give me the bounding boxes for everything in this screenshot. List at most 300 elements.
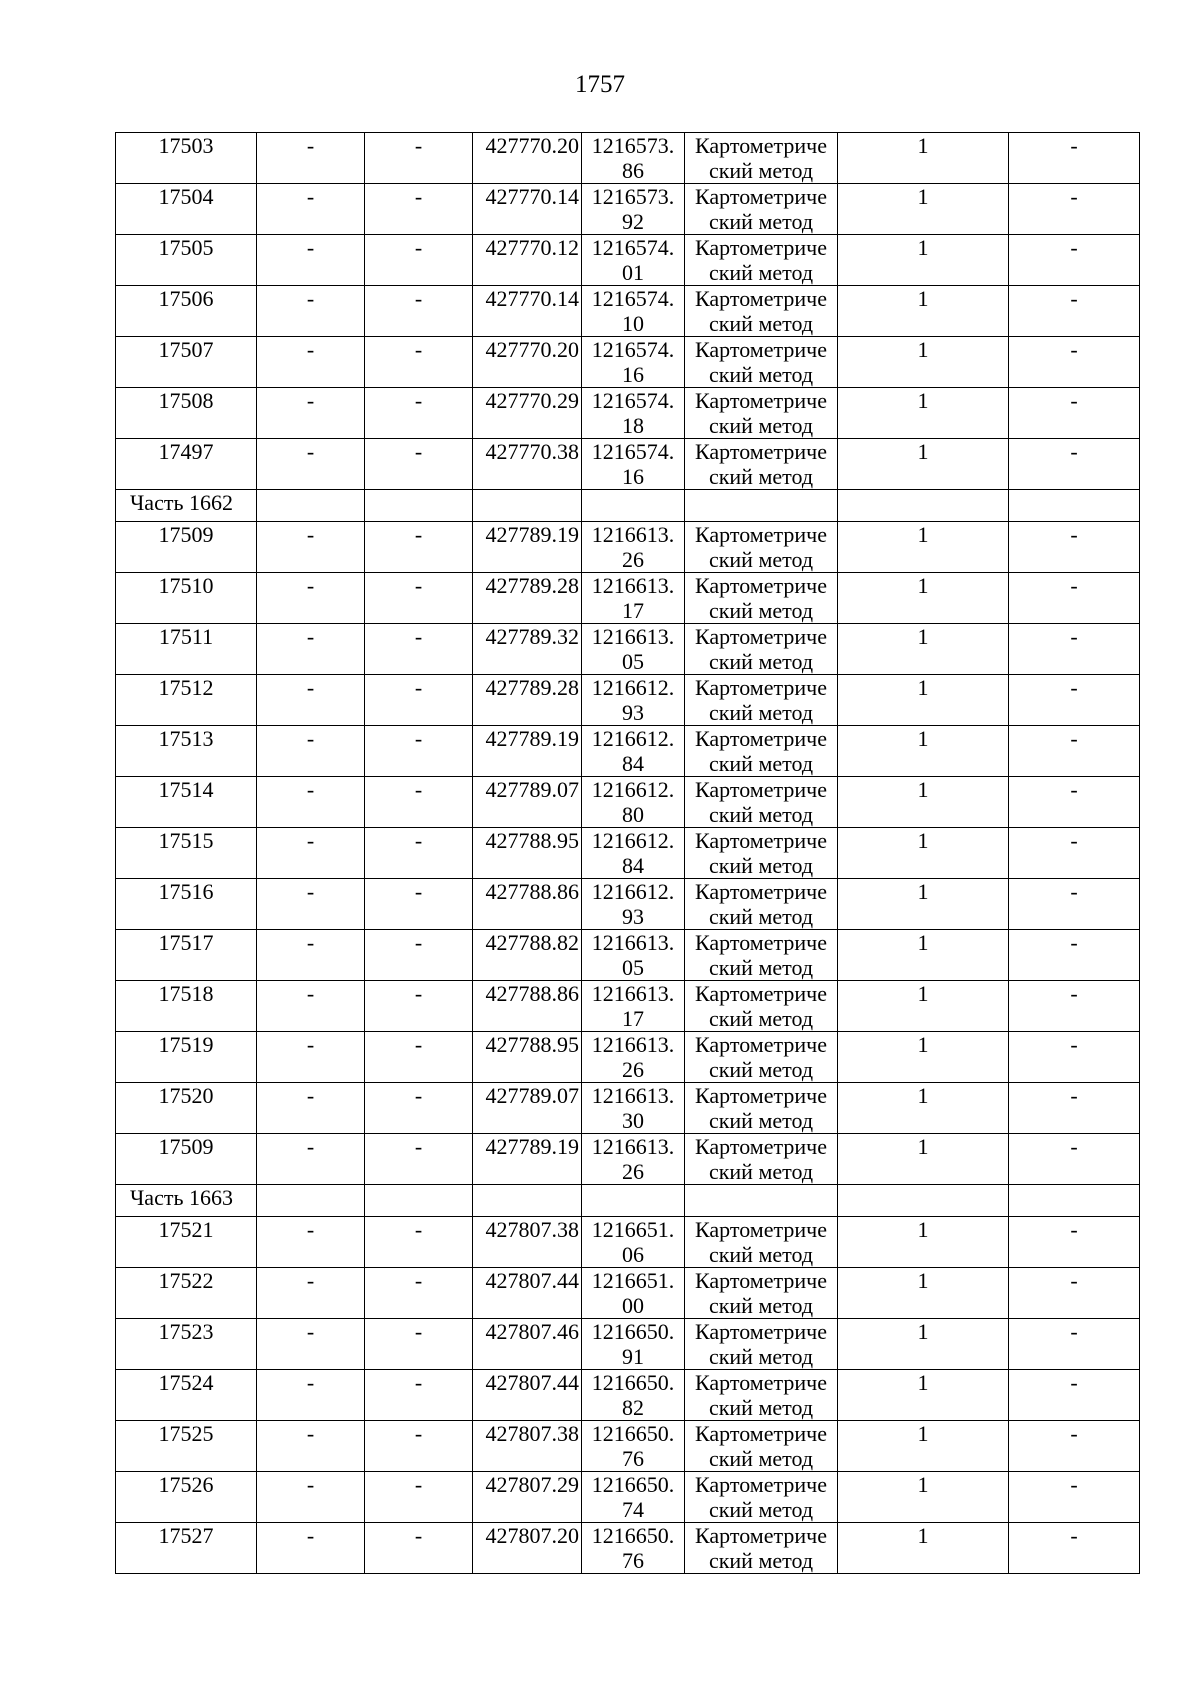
method-line-2: ский метод bbox=[708, 1159, 814, 1184]
y-coordinate-integer: 1216613. bbox=[591, 1083, 675, 1108]
dash-cell: - bbox=[365, 286, 473, 337]
method-line-2: ский метод bbox=[708, 700, 814, 725]
y-coordinate-fraction: 05 bbox=[622, 955, 644, 980]
y-coordinate-fraction: 06 bbox=[622, 1242, 644, 1267]
accuracy-cell: 1 bbox=[838, 1421, 1009, 1472]
x-coordinate-cell: 427789.32 bbox=[473, 624, 582, 675]
y-coordinate-integer: 1216650. bbox=[591, 1319, 675, 1344]
y-coordinate-cell bbox=[582, 573, 685, 624]
y-coordinate-integer: 1216651. bbox=[591, 1217, 675, 1242]
accuracy-cell: 1 bbox=[838, 828, 1009, 879]
x-coordinate-cell: 427789.07 bbox=[473, 777, 582, 828]
y-coordinate-integer: 1216613. bbox=[591, 522, 675, 547]
dash-cell: - bbox=[1009, 1523, 1140, 1574]
accuracy-cell: 1 bbox=[838, 726, 1009, 777]
method-line-1: Картометриче bbox=[695, 879, 827, 904]
dash-cell: - bbox=[365, 1472, 473, 1523]
method-line-2: ский метод bbox=[708, 751, 814, 776]
point-number-cell: 17515 bbox=[116, 828, 257, 879]
dash-cell: - bbox=[1009, 879, 1140, 930]
point-number-cell: 17526 bbox=[116, 1472, 257, 1523]
y-coordinate-fraction: 10 bbox=[622, 311, 644, 336]
method-line-2: ский метод bbox=[708, 1548, 814, 1573]
y-coordinate-fraction: 01 bbox=[622, 260, 644, 285]
accuracy-cell: 1 bbox=[838, 388, 1009, 439]
y-coordinate-integer: 1216574. bbox=[591, 235, 675, 260]
method-cell bbox=[685, 1523, 838, 1574]
accuracy-cell: 1 bbox=[838, 235, 1009, 286]
method-cell bbox=[685, 235, 838, 286]
y-coordinate-fraction: 74 bbox=[622, 1497, 644, 1522]
dash-cell: - bbox=[365, 184, 473, 235]
method-line-1: Картометриче bbox=[695, 828, 827, 853]
point-number-cell: 17522 bbox=[116, 1268, 257, 1319]
y-coordinate-integer: 1216650. bbox=[591, 1472, 675, 1497]
method-cell bbox=[685, 828, 838, 879]
dash-cell: - bbox=[257, 828, 365, 879]
empty-cell bbox=[257, 490, 365, 522]
dash-cell: - bbox=[365, 1370, 473, 1421]
dash-cell: - bbox=[257, 675, 365, 726]
dash-cell: - bbox=[1009, 1217, 1140, 1268]
table-row bbox=[116, 1268, 1140, 1319]
y-coordinate-fraction: 26 bbox=[622, 1159, 644, 1184]
point-number-cell: 17527 bbox=[116, 1523, 257, 1574]
empty-cell bbox=[257, 1185, 365, 1217]
method-line-2: ский метод bbox=[708, 413, 814, 438]
x-coordinate-cell: 427770.14 bbox=[473, 286, 582, 337]
method-cell bbox=[685, 133, 838, 184]
y-coordinate-cell bbox=[582, 388, 685, 439]
dash-cell: - bbox=[257, 726, 365, 777]
empty-cell bbox=[685, 1185, 838, 1217]
method-line-1: Картометриче bbox=[695, 337, 827, 362]
empty-cell bbox=[473, 490, 582, 522]
method-line-2: ский метод bbox=[708, 1344, 814, 1369]
y-coordinate-cell bbox=[582, 1134, 685, 1185]
table-row bbox=[116, 235, 1140, 286]
point-number-cell: 17511 bbox=[116, 624, 257, 675]
point-number-cell: 17510 bbox=[116, 573, 257, 624]
y-coordinate-fraction: 30 bbox=[622, 1108, 644, 1133]
y-coordinate-integer: 1216573. bbox=[591, 184, 675, 209]
y-coordinate-cell bbox=[582, 777, 685, 828]
dash-cell: - bbox=[1009, 1421, 1140, 1472]
dash-cell: - bbox=[257, 1134, 365, 1185]
method-line-2: ский метод bbox=[708, 1057, 814, 1082]
method-line-2: ский метод bbox=[708, 158, 814, 183]
accuracy-cell: 1 bbox=[838, 1134, 1009, 1185]
x-coordinate-cell: 427789.19 bbox=[473, 522, 582, 573]
method-line-2: ский метод bbox=[708, 1293, 814, 1318]
table-row bbox=[116, 1421, 1140, 1472]
point-number-cell: 17513 bbox=[116, 726, 257, 777]
method-line-2: ский метод bbox=[708, 547, 814, 572]
page-number: 1757 bbox=[575, 71, 625, 98]
x-coordinate-cell: 427807.29 bbox=[473, 1472, 582, 1523]
y-coordinate-fraction: 92 bbox=[622, 209, 644, 234]
y-coordinate-fraction: 17 bbox=[622, 598, 644, 623]
y-coordinate-integer: 1216650. bbox=[591, 1370, 675, 1395]
method-cell bbox=[685, 1032, 838, 1083]
method-line-1: Картометриче bbox=[695, 1523, 827, 1548]
y-coordinate-cell bbox=[582, 1083, 685, 1134]
dash-cell: - bbox=[1009, 1083, 1140, 1134]
method-line-2: ский метод bbox=[708, 1497, 814, 1522]
table-row bbox=[116, 286, 1140, 337]
accuracy-cell: 1 bbox=[838, 573, 1009, 624]
x-coordinate-cell: 427807.38 bbox=[473, 1217, 582, 1268]
y-coordinate-integer: 1216613. bbox=[591, 1032, 675, 1057]
dash-cell: - bbox=[365, 1083, 473, 1134]
table-row bbox=[116, 1217, 1140, 1268]
dash-cell: - bbox=[257, 439, 365, 490]
dash-cell: - bbox=[257, 388, 365, 439]
table-row bbox=[116, 1472, 1140, 1523]
y-coordinate-cell bbox=[582, 235, 685, 286]
empty-cell bbox=[838, 1185, 1009, 1217]
accuracy-cell: 1 bbox=[838, 1472, 1009, 1523]
y-coordinate-cell bbox=[582, 1472, 685, 1523]
method-line-1: Картометриче bbox=[695, 133, 827, 158]
method-cell bbox=[685, 1217, 838, 1268]
method-line-2: ский метод bbox=[708, 362, 814, 387]
y-coordinate-fraction: 76 bbox=[622, 1548, 644, 1573]
x-coordinate-cell: 427789.07 bbox=[473, 1083, 582, 1134]
table-row bbox=[116, 624, 1140, 675]
dash-cell: - bbox=[1009, 930, 1140, 981]
method-cell bbox=[685, 573, 838, 624]
method-cell bbox=[685, 981, 838, 1032]
y-coordinate-fraction: 18 bbox=[622, 413, 644, 438]
y-coordinate-fraction: 91 bbox=[622, 1344, 644, 1369]
method-cell bbox=[685, 879, 838, 930]
x-coordinate-cell: 427770.29 bbox=[473, 388, 582, 439]
dash-cell: - bbox=[257, 337, 365, 388]
point-number-cell: 17514 bbox=[116, 777, 257, 828]
method-line-2: ский метод bbox=[708, 904, 814, 929]
point-number-cell: 17497 bbox=[116, 439, 257, 490]
y-coordinate-fraction: 93 bbox=[622, 700, 644, 725]
dash-cell: - bbox=[365, 573, 473, 624]
y-coordinate-integer: 1216612. bbox=[591, 726, 675, 751]
dash-cell: - bbox=[365, 1032, 473, 1083]
empty-cell bbox=[582, 1185, 685, 1217]
y-coordinate-cell bbox=[582, 1421, 685, 1472]
point-number-cell: 17519 bbox=[116, 1032, 257, 1083]
dash-cell: - bbox=[1009, 337, 1140, 388]
x-coordinate-cell: 427789.28 bbox=[473, 573, 582, 624]
x-coordinate-cell: 427788.95 bbox=[473, 1032, 582, 1083]
method-cell bbox=[685, 439, 838, 490]
method-line-2: ский метод bbox=[708, 311, 814, 336]
empty-cell bbox=[365, 1185, 473, 1217]
dash-cell: - bbox=[257, 286, 365, 337]
method-line-1: Картометриче bbox=[695, 1217, 827, 1242]
point-number-cell: 17507 bbox=[116, 337, 257, 388]
y-coordinate-integer: 1216613. bbox=[591, 1134, 675, 1159]
dash-cell: - bbox=[1009, 1032, 1140, 1083]
accuracy-cell: 1 bbox=[838, 286, 1009, 337]
method-line-1: Картометриче bbox=[695, 1370, 827, 1395]
dash-cell: - bbox=[1009, 981, 1140, 1032]
method-cell bbox=[685, 1268, 838, 1319]
y-coordinate-cell bbox=[582, 522, 685, 573]
x-coordinate-cell: 427789.19 bbox=[473, 1134, 582, 1185]
dash-cell: - bbox=[1009, 828, 1140, 879]
dash-cell: - bbox=[365, 337, 473, 388]
method-line-2: ский метод bbox=[708, 853, 814, 878]
method-line-2: ский метод bbox=[708, 209, 814, 234]
y-coordinate-cell bbox=[582, 1319, 685, 1370]
point-number-cell: 17506 bbox=[116, 286, 257, 337]
table-row bbox=[116, 439, 1140, 490]
dash-cell: - bbox=[1009, 726, 1140, 777]
y-coordinate-cell bbox=[582, 1032, 685, 1083]
method-cell bbox=[685, 286, 838, 337]
dash-cell: - bbox=[1009, 133, 1140, 184]
method-line-1: Картометриче bbox=[695, 439, 827, 464]
x-coordinate-cell: 427788.86 bbox=[473, 879, 582, 930]
dash-cell: - bbox=[365, 1134, 473, 1185]
x-coordinate-cell: 427789.19 bbox=[473, 726, 582, 777]
dash-cell: - bbox=[1009, 184, 1140, 235]
accuracy-cell: 1 bbox=[838, 777, 1009, 828]
table-row bbox=[116, 388, 1140, 439]
part-label: Часть 1662 bbox=[116, 490, 257, 522]
dash-cell: - bbox=[257, 1370, 365, 1421]
y-coordinate-cell bbox=[582, 439, 685, 490]
dash-cell: - bbox=[1009, 573, 1140, 624]
y-coordinate-integer: 1216574. bbox=[591, 286, 675, 311]
table-row bbox=[116, 1319, 1140, 1370]
x-coordinate-cell: 427807.20 bbox=[473, 1523, 582, 1574]
method-line-2: ский метод bbox=[708, 1108, 814, 1133]
y-coordinate-integer: 1216650. bbox=[591, 1523, 675, 1548]
y-coordinate-cell bbox=[582, 286, 685, 337]
coordinates-table bbox=[115, 132, 1140, 1574]
table-row bbox=[116, 981, 1140, 1032]
accuracy-cell: 1 bbox=[838, 184, 1009, 235]
table-row bbox=[116, 828, 1140, 879]
dash-cell: - bbox=[257, 1319, 365, 1370]
dash-cell: - bbox=[1009, 1319, 1140, 1370]
table-row bbox=[116, 337, 1140, 388]
y-coordinate-cell bbox=[582, 828, 685, 879]
dash-cell: - bbox=[365, 930, 473, 981]
y-coordinate-cell bbox=[582, 184, 685, 235]
method-cell bbox=[685, 522, 838, 573]
table-row bbox=[116, 726, 1140, 777]
y-coordinate-integer: 1216612. bbox=[591, 777, 675, 802]
point-number-cell: 17523 bbox=[116, 1319, 257, 1370]
point-number-cell: 17516 bbox=[116, 879, 257, 930]
table-row bbox=[116, 930, 1140, 981]
x-coordinate-cell: 427770.12 bbox=[473, 235, 582, 286]
dash-cell: - bbox=[365, 675, 473, 726]
dash-cell: - bbox=[365, 1217, 473, 1268]
y-coordinate-fraction: 93 bbox=[622, 904, 644, 929]
dash-cell: - bbox=[257, 1421, 365, 1472]
y-coordinate-cell bbox=[582, 624, 685, 675]
method-line-2: ский метод bbox=[708, 464, 814, 489]
method-line-2: ский метод bbox=[708, 1242, 814, 1267]
dash-cell: - bbox=[257, 1523, 365, 1574]
point-number-cell: 17520 bbox=[116, 1083, 257, 1134]
method-cell bbox=[685, 1472, 838, 1523]
dash-cell: - bbox=[365, 828, 473, 879]
y-coordinate-integer: 1216613. bbox=[591, 624, 675, 649]
method-line-2: ский метод bbox=[708, 955, 814, 980]
y-coordinate-fraction: 26 bbox=[622, 547, 644, 572]
empty-cell bbox=[838, 490, 1009, 522]
x-coordinate-cell: 427807.44 bbox=[473, 1370, 582, 1421]
dash-cell: - bbox=[257, 573, 365, 624]
method-cell bbox=[685, 1370, 838, 1421]
point-number-cell: 17503 bbox=[116, 133, 257, 184]
dash-cell: - bbox=[1009, 1268, 1140, 1319]
point-number-cell: 17509 bbox=[116, 522, 257, 573]
dash-cell: - bbox=[1009, 1134, 1140, 1185]
y-coordinate-cell bbox=[582, 133, 685, 184]
y-coordinate-integer: 1216574. bbox=[591, 439, 675, 464]
table-row bbox=[116, 675, 1140, 726]
accuracy-cell: 1 bbox=[838, 133, 1009, 184]
method-line-2: ский метод bbox=[708, 802, 814, 827]
method-line-1: Картометриче bbox=[695, 1472, 827, 1497]
y-coordinate-cell bbox=[582, 1268, 685, 1319]
y-coordinate-fraction: 76 bbox=[622, 1446, 644, 1471]
accuracy-cell: 1 bbox=[838, 879, 1009, 930]
y-coordinate-cell bbox=[582, 981, 685, 1032]
dash-cell: - bbox=[365, 777, 473, 828]
dash-cell: - bbox=[365, 1523, 473, 1574]
y-coordinate-fraction: 00 bbox=[622, 1293, 644, 1318]
dash-cell: - bbox=[257, 522, 365, 573]
y-coordinate-fraction: 84 bbox=[622, 751, 644, 776]
y-coordinate-cell bbox=[582, 879, 685, 930]
y-coordinate-integer: 1216613. bbox=[591, 930, 675, 955]
table-row bbox=[116, 1370, 1140, 1421]
empty-cell bbox=[582, 490, 685, 522]
x-coordinate-cell: 427807.44 bbox=[473, 1268, 582, 1319]
y-coordinate-cell bbox=[582, 675, 685, 726]
y-coordinate-fraction: 17 bbox=[622, 1006, 644, 1031]
accuracy-cell: 1 bbox=[838, 930, 1009, 981]
dash-cell: - bbox=[365, 981, 473, 1032]
dash-cell: - bbox=[365, 726, 473, 777]
method-cell bbox=[685, 930, 838, 981]
table-row bbox=[116, 1083, 1140, 1134]
dash-cell: - bbox=[257, 1472, 365, 1523]
accuracy-cell: 1 bbox=[838, 439, 1009, 490]
dash-cell: - bbox=[257, 1217, 365, 1268]
method-line-2: ский метод bbox=[708, 1446, 814, 1471]
dash-cell: - bbox=[365, 388, 473, 439]
point-number-cell: 17509 bbox=[116, 1134, 257, 1185]
y-coordinate-cell bbox=[582, 1523, 685, 1574]
method-cell bbox=[685, 184, 838, 235]
dash-cell: - bbox=[1009, 1472, 1140, 1523]
method-cell bbox=[685, 1083, 838, 1134]
method-line-1: Картометриче bbox=[695, 1268, 827, 1293]
empty-cell bbox=[1009, 490, 1140, 522]
point-number-cell: 17508 bbox=[116, 388, 257, 439]
part-label: Часть 1663 bbox=[116, 1185, 257, 1217]
y-coordinate-cell bbox=[582, 726, 685, 777]
method-line-2: ский метод bbox=[708, 598, 814, 623]
dash-cell: - bbox=[1009, 439, 1140, 490]
method-line-2: ский метод bbox=[708, 1395, 814, 1420]
table-row bbox=[116, 573, 1140, 624]
x-coordinate-cell: 427770.20 bbox=[473, 337, 582, 388]
y-coordinate-cell bbox=[582, 1217, 685, 1268]
point-number-cell: 17505 bbox=[116, 235, 257, 286]
dash-cell: - bbox=[1009, 522, 1140, 573]
dash-cell: - bbox=[257, 930, 365, 981]
y-coordinate-integer: 1216574. bbox=[591, 388, 675, 413]
method-line-1: Картометриче bbox=[695, 184, 827, 209]
dash-cell: - bbox=[365, 235, 473, 286]
dash-cell: - bbox=[257, 777, 365, 828]
method-line-1: Картометриче bbox=[695, 1134, 827, 1159]
method-cell bbox=[685, 726, 838, 777]
y-coordinate-integer: 1216613. bbox=[591, 981, 675, 1006]
y-coordinate-fraction: 16 bbox=[622, 362, 644, 387]
point-number-cell: 17512 bbox=[116, 675, 257, 726]
dash-cell: - bbox=[257, 133, 365, 184]
table-row bbox=[116, 522, 1140, 573]
x-coordinate-cell: 427770.14 bbox=[473, 184, 582, 235]
dash-cell: - bbox=[257, 879, 365, 930]
method-line-1: Картометриче bbox=[695, 1319, 827, 1344]
table-row bbox=[116, 1523, 1140, 1574]
method-cell bbox=[685, 624, 838, 675]
part-header-row bbox=[116, 490, 1140, 522]
method-line-1: Картометриче bbox=[695, 1032, 827, 1057]
method-cell bbox=[685, 675, 838, 726]
method-line-1: Картометриче bbox=[695, 1421, 827, 1446]
dash-cell: - bbox=[257, 184, 365, 235]
dash-cell: - bbox=[1009, 624, 1140, 675]
y-coordinate-integer: 1216573. bbox=[591, 133, 675, 158]
accuracy-cell: 1 bbox=[838, 1217, 1009, 1268]
accuracy-cell: 1 bbox=[838, 1370, 1009, 1421]
y-coordinate-integer: 1216650. bbox=[591, 1421, 675, 1446]
x-coordinate-cell: 427788.95 bbox=[473, 828, 582, 879]
y-coordinate-integer: 1216612. bbox=[591, 879, 675, 904]
method-line-1: Картометриче bbox=[695, 286, 827, 311]
empty-cell bbox=[365, 490, 473, 522]
dash-cell: - bbox=[257, 624, 365, 675]
dash-cell: - bbox=[365, 1319, 473, 1370]
accuracy-cell: 1 bbox=[838, 1032, 1009, 1083]
dash-cell: - bbox=[257, 235, 365, 286]
point-number-cell: 17524 bbox=[116, 1370, 257, 1421]
accuracy-cell: 1 bbox=[838, 981, 1009, 1032]
dash-cell: - bbox=[257, 981, 365, 1032]
empty-cell bbox=[1009, 1185, 1140, 1217]
point-number-cell: 17525 bbox=[116, 1421, 257, 1472]
table-body bbox=[116, 133, 1140, 1574]
empty-cell bbox=[685, 490, 838, 522]
y-coordinate-fraction: 84 bbox=[622, 853, 644, 878]
y-coordinate-fraction: 16 bbox=[622, 464, 644, 489]
point-number-cell: 17521 bbox=[116, 1217, 257, 1268]
accuracy-cell: 1 bbox=[838, 337, 1009, 388]
dash-cell: - bbox=[1009, 1370, 1140, 1421]
x-coordinate-cell: 427807.38 bbox=[473, 1421, 582, 1472]
